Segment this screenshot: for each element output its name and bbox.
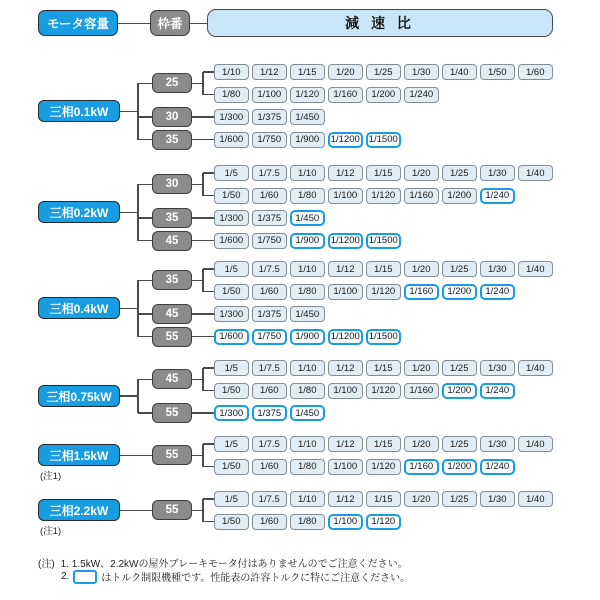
- ratio-box: 1/60: [252, 459, 287, 475]
- ratio-box: 1/50: [480, 64, 515, 80]
- connector-line: [138, 412, 152, 414]
- ratio-box: 1/160: [404, 383, 439, 399]
- ratio-box: 1/15: [366, 261, 401, 277]
- ratio-box: 1/7.5: [252, 360, 287, 376]
- connector-line: [137, 83, 139, 139]
- ratio-box: 1/80: [290, 514, 325, 530]
- footnote-1-text: 1. 1.5kW、2.2kWの屋外ブレーキモータ付はありませんのでご注意ください。: [60, 559, 408, 570]
- ratio-box: 1/30: [404, 64, 439, 80]
- ratio-box: 1/30: [480, 165, 515, 181]
- connector-line: [192, 116, 214, 118]
- ratio-box: 1/12: [328, 491, 363, 507]
- ratio-box: 1/375: [252, 210, 287, 226]
- ratio-box: 1/100: [328, 383, 363, 399]
- motor-capacity-label: 三相1.5kW: [38, 444, 120, 466]
- ratio-box: 1/750: [252, 233, 287, 249]
- connector-line: [203, 466, 214, 468]
- ratio-box: 1/25: [442, 261, 477, 277]
- ratio-box: 1/25: [442, 436, 477, 452]
- connector-line: [203, 172, 214, 174]
- ratio-box: 1/7.5: [252, 165, 287, 181]
- connector-line: [138, 280, 152, 282]
- connector-line: [203, 443, 214, 445]
- ratio-box: 1/900: [290, 132, 325, 148]
- connector-line: [138, 336, 152, 338]
- ratio-box: 1/5: [214, 165, 249, 181]
- ratio-box: 1/30: [480, 491, 515, 507]
- connector-line: [203, 521, 214, 523]
- ratio-box: 1/100: [328, 284, 363, 300]
- ratio-box-torque-limited: 1/160: [404, 284, 439, 300]
- connector-line: [202, 173, 204, 196]
- ratio-box-torque-limited: 1/375: [252, 405, 287, 421]
- connector-line: [192, 336, 214, 338]
- ratio-box: 1/60: [252, 188, 287, 204]
- ratio-box-torque-limited: 1/300: [214, 405, 249, 421]
- ratio-box: 1/10: [214, 64, 249, 80]
- connector-line: [203, 268, 214, 270]
- connector-line: [138, 240, 152, 242]
- ratio-box: 1/80: [290, 383, 325, 399]
- ratio-box: 1/10: [290, 491, 325, 507]
- frame-number-box: 45: [152, 231, 192, 251]
- connector-line: [202, 444, 204, 467]
- ratio-box: 1/200: [366, 87, 401, 103]
- ratio-box: 1/60: [518, 64, 553, 80]
- ratio-box: 1/10: [290, 436, 325, 452]
- ratio-box-torque-limited: 1/200: [442, 284, 477, 300]
- connector-line: [192, 139, 214, 141]
- frame-number-box: 55: [152, 500, 192, 520]
- ratio-box-torque-limited: 1/1200: [328, 329, 363, 345]
- connector-line: [138, 313, 152, 315]
- ratio-box: 1/20: [404, 261, 439, 277]
- ratio-box: 1/20: [328, 64, 363, 80]
- ratio-box: 1/600: [214, 233, 249, 249]
- connector-line: [120, 510, 152, 512]
- ratio-box: 1/60: [252, 514, 287, 530]
- torque-limited-chip: [73, 570, 97, 584]
- ratio-box: 1/15: [366, 436, 401, 452]
- ratio-box-torque-limited: 1/1200: [328, 233, 363, 249]
- frame-number-box: 25: [152, 73, 192, 93]
- footnote-2-prefix: 2.: [61, 571, 70, 582]
- footnote-2: [61, 569, 410, 584]
- frame-number-box: 45: [152, 369, 192, 389]
- motor-note: (注1): [40, 526, 62, 538]
- ratio-box: 1/7.5: [252, 491, 287, 507]
- connector-line: [118, 23, 150, 25]
- ratio-box: 1/40: [518, 491, 553, 507]
- connector-line: [138, 139, 152, 141]
- connector-line: [192, 217, 214, 219]
- connector-line: [138, 83, 152, 85]
- frame-number-box: 35: [152, 208, 192, 228]
- ratio-box-torque-limited: 1/200: [442, 383, 477, 399]
- frame-number-box: 55: [152, 327, 192, 347]
- ratio-box: 1/30: [480, 360, 515, 376]
- connector-line: [192, 412, 214, 414]
- footnote-1: [38, 555, 408, 570]
- ratio-box: 1/12: [328, 165, 363, 181]
- ratio-box: 1/20: [404, 165, 439, 181]
- header-reduction-ratio: 減 速 比: [207, 9, 553, 37]
- ratio-box-torque-limited: 1/1500: [366, 132, 401, 148]
- motor-capacity-label: 三相0.4kW: [38, 297, 120, 319]
- frame-number-box: 55: [152, 403, 192, 423]
- ratio-box: 1/160: [328, 87, 363, 103]
- connector-line: [203, 195, 214, 197]
- ratio-box-torque-limited: 1/240: [480, 188, 515, 204]
- ratio-box: 1/40: [518, 360, 553, 376]
- ratio-box: 1/80: [290, 188, 325, 204]
- footnote-prefix: (注): [38, 559, 55, 570]
- connector-line: [120, 212, 138, 214]
- ratio-box: 1/12: [328, 261, 363, 277]
- ratio-box: 1/15: [366, 491, 401, 507]
- ratio-box-torque-limited: 1/240: [480, 459, 515, 475]
- connector-line: [120, 395, 138, 397]
- ratio-box: 1/120: [366, 284, 401, 300]
- connector-line: [203, 71, 214, 73]
- ratio-box: 1/60: [252, 284, 287, 300]
- ratio-box: 1/10: [290, 360, 325, 376]
- ratio-box-torque-limited: 1/900: [290, 233, 325, 249]
- frame-number-box: 30: [152, 174, 192, 194]
- ratio-box: 1/50: [214, 383, 249, 399]
- ratio-box: 1/120: [366, 383, 401, 399]
- ratio-box: 1/5: [214, 436, 249, 452]
- ratio-box: 1/50: [214, 188, 249, 204]
- ratio-box-torque-limited: 1/1500: [366, 329, 401, 345]
- ratio-box: 1/12: [252, 64, 287, 80]
- connector-line: [192, 313, 214, 315]
- connector-line: [203, 291, 214, 293]
- connector-line: [190, 23, 207, 25]
- ratio-box: 1/10: [290, 261, 325, 277]
- ratio-box: 1/200: [442, 188, 477, 204]
- ratio-box-torque-limited: 1/600: [214, 329, 249, 345]
- ratio-box: 1/15: [290, 64, 325, 80]
- ratio-box: 1/50: [214, 514, 249, 530]
- connector-line: [120, 455, 152, 457]
- ratio-box-torque-limited: 1/160: [404, 459, 439, 475]
- connector-line: [137, 280, 139, 336]
- ratio-box: 1/375: [252, 306, 287, 322]
- motor-capacity-label: 三相0.1kW: [38, 100, 120, 122]
- ratio-box-torque-limited: 1/1200: [328, 132, 363, 148]
- ratio-box-torque-limited: 1/1500: [366, 233, 401, 249]
- ratio-box: 1/12: [328, 360, 363, 376]
- ratio-box-torque-limited: 1/240: [480, 284, 515, 300]
- ratio-box: 1/300: [214, 210, 249, 226]
- ratio-box-torque-limited: 1/750: [252, 329, 287, 345]
- ratio-box: 1/25: [442, 165, 477, 181]
- header-frame-no: 枠番: [150, 10, 190, 36]
- ratio-box: 1/50: [214, 459, 249, 475]
- connector-line: [202, 72, 204, 95]
- ratio-box: 1/5: [214, 491, 249, 507]
- connector-line: [138, 116, 152, 118]
- ratio-box: 1/40: [518, 436, 553, 452]
- frame-number-box: 30: [152, 107, 192, 127]
- motor-capacity-label: 三相0.75kW: [38, 385, 120, 407]
- ratio-box: 1/20: [404, 360, 439, 376]
- connector-line: [203, 390, 214, 392]
- ratio-box: 1/40: [442, 64, 477, 80]
- connector-line: [137, 184, 139, 240]
- connector-line: [138, 184, 152, 186]
- ratio-box: 1/12: [328, 436, 363, 452]
- ratio-box: 1/375: [252, 109, 287, 125]
- connector-line: [203, 498, 214, 500]
- connector-line: [138, 217, 152, 219]
- ratio-box: 1/40: [518, 165, 553, 181]
- ratio-box: 1/80: [290, 459, 325, 475]
- ratio-box: 1/5: [214, 360, 249, 376]
- ratio-box: 1/600: [214, 132, 249, 148]
- ratio-box: 1/300: [214, 109, 249, 125]
- ratio-box: 1/40: [518, 261, 553, 277]
- ratio-box-torque-limited: 1/100: [328, 514, 363, 530]
- ratio-box: 1/450: [290, 306, 325, 322]
- motor-capacity-label: 三相2.2kW: [38, 499, 120, 521]
- connector-line: [203, 94, 214, 96]
- connector-line: [138, 379, 152, 381]
- ratio-box: 1/120: [366, 459, 401, 475]
- ratio-box: 1/50: [214, 284, 249, 300]
- ratio-box: 1/120: [290, 87, 325, 103]
- motor-capacity-label: 三相0.2kW: [38, 201, 120, 223]
- ratio-box: 1/20: [404, 436, 439, 452]
- ratio-box: 1/25: [442, 491, 477, 507]
- connector-line: [203, 367, 214, 369]
- ratio-box: 1/80: [290, 284, 325, 300]
- ratio-box: 1/7.5: [252, 261, 287, 277]
- ratio-box-torque-limited: 1/120: [366, 514, 401, 530]
- ratio-box-torque-limited: 1/450: [290, 210, 325, 226]
- ratio-box: 1/20: [404, 491, 439, 507]
- frame-number-box: 55: [152, 445, 192, 465]
- ratio-box-torque-limited: 1/900: [290, 329, 325, 345]
- connector-line: [137, 379, 139, 413]
- ratio-box-torque-limited: 1/200: [442, 459, 477, 475]
- ratio-box: 1/60: [252, 383, 287, 399]
- frame-number-box: 35: [152, 270, 192, 290]
- connector-line: [202, 269, 204, 292]
- ratio-box: 1/300: [214, 306, 249, 322]
- footnote-2-text: はトルク制限機種です。性能表の許容トルクに特にご注意ください。: [101, 573, 411, 584]
- ratio-box: 1/100: [328, 459, 363, 475]
- header-motor-capacity: モータ容量: [38, 10, 118, 36]
- connector-line: [192, 240, 214, 242]
- ratio-box: 1/15: [366, 165, 401, 181]
- frame-number-box: 45: [152, 304, 192, 324]
- ratio-box: 1/100: [252, 87, 287, 103]
- ratio-box: 1/750: [252, 132, 287, 148]
- ratio-box: 1/450: [290, 109, 325, 125]
- connector-line: [120, 308, 138, 310]
- ratio-box: 1/25: [366, 64, 401, 80]
- ratio-box-torque-limited: 1/240: [480, 383, 515, 399]
- ratio-box: 1/80: [214, 87, 249, 103]
- connector-line: [202, 368, 204, 391]
- motor-note: (注1): [40, 471, 62, 483]
- ratio-box: 1/7.5: [252, 436, 287, 452]
- connector-line: [120, 111, 138, 113]
- ratio-box: 1/30: [480, 261, 515, 277]
- ratio-box: 1/15: [366, 360, 401, 376]
- ratio-box: 1/160: [404, 188, 439, 204]
- ratio-box: 1/30: [480, 436, 515, 452]
- frame-number-box: 35: [152, 130, 192, 150]
- ratio-box: 1/100: [328, 188, 363, 204]
- ratio-box: 1/120: [366, 188, 401, 204]
- ratio-box: 1/240: [404, 87, 439, 103]
- ratio-box: 1/5: [214, 261, 249, 277]
- ratio-box-torque-limited: 1/450: [290, 405, 325, 421]
- connector-line: [202, 499, 204, 522]
- ratio-box: 1/25: [442, 360, 477, 376]
- ratio-box: 1/10: [290, 165, 325, 181]
